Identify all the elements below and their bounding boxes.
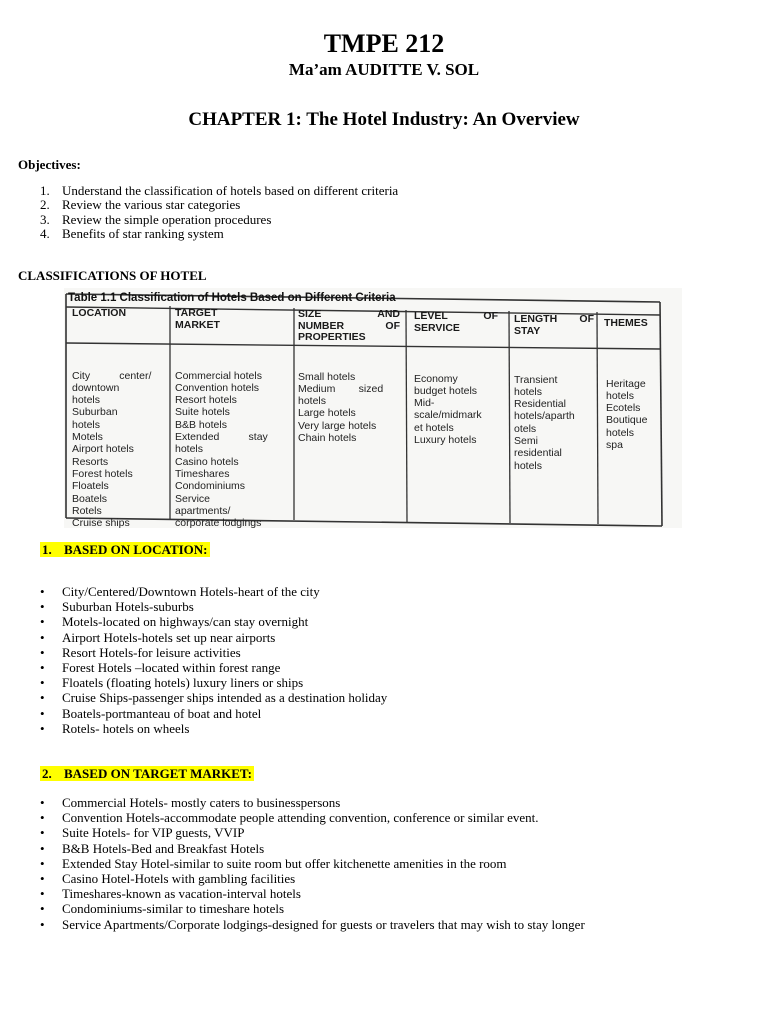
list-item: • Airport Hotels-hotels set up near airports xyxy=(18,630,387,645)
objective-item: 4. Benefits of star ranking system xyxy=(40,225,224,241)
column-size: Small hotels Medium sized hotels Large hotels Very large hotels Chain hotels xyxy=(298,370,384,445)
column-length-of-stay: Transient hotels Residential hotels/aparth otels Semi residential hotels xyxy=(514,373,575,472)
header-themes: THEMES xyxy=(604,317,648,329)
list-item: • Rotels- hotels on wheels xyxy=(18,721,387,736)
objective-item: 1. Understand the classification of hotels based on different criteria xyxy=(40,183,399,198)
objective-item: 2. Review the various star categories xyxy=(40,197,241,213)
list-item: • Suite Hotels- for VIP guests, VVIP xyxy=(18,825,585,840)
objectives-list xyxy=(18,184,398,241)
header-target-market: TARGET MARKET xyxy=(175,307,220,331)
section-heading-target-market: 2. BASED ON TARGET MARKET: xyxy=(42,766,252,781)
list-item: • Timeshares-known as vacation-interval hotels xyxy=(18,886,585,901)
header-location: LOCATION xyxy=(72,307,127,319)
list-item: • Service Apartments/Corporate lodgings-designed for guests or travelers that may wish to stay longer xyxy=(18,917,585,932)
author-line: Ma’am AUDITTE V. SOL xyxy=(288,60,480,79)
list-item: • Casino Hotel-Hotels with gambling facilities xyxy=(18,871,585,886)
section-heading-location: 1. BASED ON LOCATION: xyxy=(42,542,208,557)
document-title: TMPE 212 xyxy=(323,29,445,58)
list-item: • Extended Stay Hotel-similar to suite room but offer kitchenette amenities in the room xyxy=(18,856,585,871)
chapter-title: CHAPTER 1: The Hotel Industry: An Overview xyxy=(188,109,580,130)
list-item: • Forest Hotels –located within forest range xyxy=(18,660,387,675)
header-length-of-stay: LENGTH OF STAY xyxy=(514,313,594,337)
list-item: • Resort Hotels-for leisure activities xyxy=(18,645,387,660)
header-size: SIZE AND NUMBER OF PROPERTIES xyxy=(298,308,400,343)
list-item: • Floatels (floating hotels) luxury liners or ships xyxy=(18,675,387,690)
objectives-label: Objectives: xyxy=(18,157,81,172)
column-location: City center/ downtown hotels Suburban hotels Motels Airport hotels Resorts Forest hotels Floatels Boatels Rotels Cruise ships xyxy=(72,369,152,530)
location-bullet-list xyxy=(18,584,387,736)
list-item: • B&B Hotels-Bed and Breakfast Hotels xyxy=(18,841,585,856)
column-themes: Heritage hotels Ecotels Boutique hotels spa xyxy=(606,377,648,452)
list-item: • Cruise Ships-passenger ships intended as a destination holiday xyxy=(18,690,387,705)
list-item: • Motels-located on highways/can stay overnight xyxy=(18,614,387,629)
list-item: • Commercial Hotels- mostly caters to businesspersons xyxy=(18,795,585,810)
list-item: • Boatels-portmanteau of boat and hotel xyxy=(18,706,387,721)
table-caption: Table 1.1 Classification of Hotels Based on Different Criteria xyxy=(68,292,396,304)
list-item: • Convention Hotels-accommodate people attending convention, conference or similar event. xyxy=(18,810,585,825)
target-market-bullet-list xyxy=(18,795,585,932)
column-target-market: Commercial hotels Convention hotels Resort hotels Suite hotels B&B hotels Extended stay hotels Casino hotels Timeshares Condominiums Service apartments/ corporate lodgings xyxy=(175,369,268,530)
classification-table-scan xyxy=(64,288,682,528)
list-item: • City/Centered/Downtown Hotels-heart of the city xyxy=(18,584,387,599)
classifications-heading: CLASSIFICATIONS OF HOTEL xyxy=(18,268,207,283)
header-level-of-service: LEVEL OF SERVICE xyxy=(414,310,498,334)
list-item: • Condominiums-similar to timeshare hotels xyxy=(18,901,585,916)
column-level-of-service: Economy budget hotels Mid- scale/midmark et hotels Luxury hotels xyxy=(414,372,482,447)
list-item: • Suburban Hotels-suburbs xyxy=(18,599,387,614)
objective-item: 3. Review the simple operation procedures xyxy=(40,211,272,227)
